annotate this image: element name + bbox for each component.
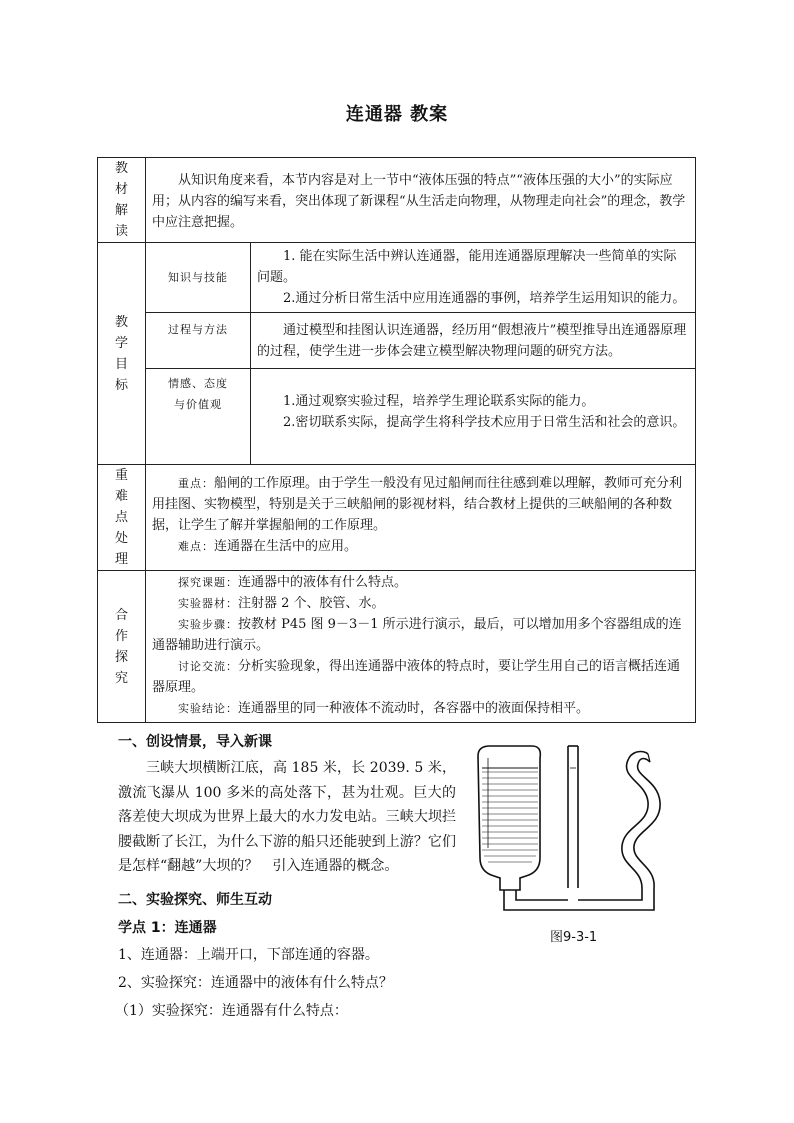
category-jiaocai: 教 材 解 读: [98, 158, 146, 243]
sub-process: 过程与方法: [146, 313, 251, 369]
attitude-text: 1.通过观察实验过程，培养学生理论联系实际的能力。 2.密切联系实际，提高学生将科学技术应用于日常生活和社会的意识。: [251, 369, 696, 465]
sub-knowledge: 知识与技能: [146, 243, 251, 313]
section1-heading: 一、创设情景，导入新课: [118, 734, 272, 750]
process-text: 通过模型和挂图认识连通器，经历用“假想液片”模型推导出连通器原理的过程，使学生进一步体会建立模型解决物理问题的研究方法。: [251, 313, 696, 369]
zhongnan-text: 重点：船闸的工作原理。由于学生一般没有见过船闸而往往感到难以理解，教师可充分利用挂图、实物模型，特别是关于三峡船闸的影视材料，结合教材上提供的三峡船闸的各种数据，让学生了解并掌握船闸的工作原理。 难点：连通器在生活中的应用。: [146, 465, 696, 571]
hezuo-item: 实验步骤：按教材 P45 图 9－3－1 所示进行演示，最后，可以增加用多个容器组成的连通器辅助进行演示。: [152, 617, 682, 653]
connected-vessel-figure: [470, 738, 670, 923]
hezuo-item: 探究课题：连通器中的液体有什么特点。: [178, 575, 408, 590]
item-2: 2、实验探究：连通器中的液体有什么特点？: [118, 975, 393, 991]
hezuo-text: [146, 571, 696, 723]
figure-caption: 图9-3-1: [550, 930, 598, 945]
section1-paragraph: 三峡大坝横断江底，高 185 米，长 2039. 5 米，激流飞瀑从 100 多米的高处落下，甚为壮观。巨大的落差使大坝成为世界上最大的水力发电站。三峡大坝拦腰截断了长江，为什么下游的船只还能驶到上游？它们是怎样“翻越”大坝的？ 引入连通器的概念。: [118, 760, 456, 874]
hezuo-item: 实验器材：注射器 2 个、胶管、水。: [178, 596, 385, 611]
hezuo-item: 实验结论：连通器里的同一种液体不流动时，各容器中的液面保持相平。: [178, 701, 590, 716]
item-3: （1）实验探究：连通器有什么特点：: [115, 1003, 348, 1019]
knowledge-text: 1. 能在实际生活中辨认连通器，能用连通器原理解决一些简单的实际问题。 2.通过分析日常生活中应用连通器的事例，培养学生运用知识的能力。: [251, 243, 696, 313]
category-zhongnan: 重 难 点 处 理: [98, 465, 146, 571]
page-title: 连通器 教案: [345, 104, 449, 125]
category-hezuo: 合 作 探 究: [98, 571, 146, 723]
jiaocai-text: 从知识角度来看，本节内容是对上一节中“液体压强的特点”“液体压强的大小”的实际应用；从内容的编写来看，突出体现了新课程“从生活走向物理，从物理走向社会”的理念，教学中应注意把握。: [146, 158, 696, 243]
sub-attitude: 情感、态度 与价值观: [146, 369, 251, 465]
hezuo-item: 讨论交流：分析实验现象，得出连通器中液体的特点时，要让学生用自己的语言概括连通器原理。: [152, 659, 681, 695]
category-mubiao: 教 学 目 标: [98, 243, 146, 465]
section2-heading: 二、实验探究、师生互动: [118, 892, 272, 908]
point-heading: 学点 1：连通器: [118, 920, 217, 936]
lesson-plan-table: [97, 157, 696, 723]
item-1: 1、连通器：上端开口，下部连通的容器。: [118, 947, 379, 963]
